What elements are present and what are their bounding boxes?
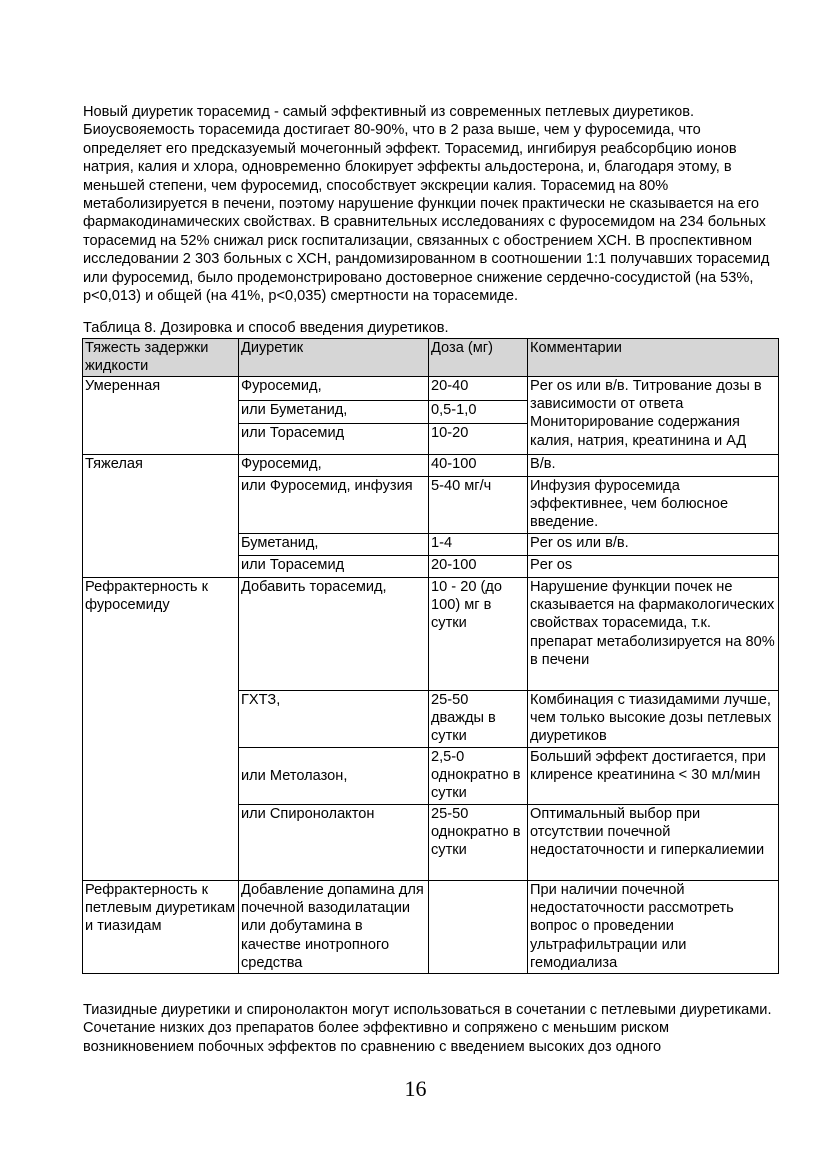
dose-cell — [429, 881, 528, 974]
drug-cell: или Торасемид — [239, 424, 429, 455]
drug-cell: или Спиронолактон — [239, 805, 429, 881]
drug-cell: Буметанид, — [239, 534, 429, 556]
table-header-row — [83, 339, 779, 377]
comment-cell: Нарушение функции почек не сказывается на фармакологических свойствах торасемида, т.к. препарат метаболизируется на 80% в печени — [528, 578, 779, 691]
comment-cell: Больший эффект достигается, при клиренсе креатинина < 30 мл/мин — [528, 748, 779, 805]
table-row — [83, 578, 779, 691]
comment-cell: Per os или в/в. — [528, 534, 779, 556]
severity-refractory-loop: Рефрактерность к петлевым диуретикам и тиазидам — [83, 881, 239, 974]
header-diuretic: Диуретик — [239, 339, 429, 377]
dose-cell: 1-4 — [429, 534, 528, 556]
dose-cell: 20-40 — [429, 377, 528, 401]
table-row — [83, 881, 779, 974]
severity-refractory-furosemide: Рефрактерность к фуросемиду — [83, 578, 239, 881]
dose-cell: 10-20 — [429, 424, 528, 455]
drug-cell: Фуросемид, — [239, 455, 429, 477]
drug-cell: или Буметанид, — [239, 401, 429, 424]
dose-cell: 10 - 20 (до 100) мг в сутки — [429, 578, 528, 691]
comment-cell: Per os — [528, 556, 779, 578]
comment-cell: Инфузия фуросемида эффективнее, чем болюсное введение. — [528, 477, 779, 534]
table-caption: Таблица 8. Дозировка и способ введения диуретиков. — [83, 320, 449, 336]
drug-cell: ГХТЗ, — [239, 691, 429, 748]
diuretics-dosage-table — [82, 338, 779, 974]
drug-cell: или Торасемид — [239, 556, 429, 578]
comment-cell: Комбинация с тиазидамими лучше, чем только высокие дозы петлевых диуретиков — [528, 691, 779, 748]
dose-cell: 2,5-0 однократно в сутки — [429, 748, 528, 805]
drug-cell: или Метолазон, — [239, 748, 429, 805]
comment-cell: При наличии почечной недостаточности рассмотреть вопрос о проведении ультрафильтрации или гемодиализа — [528, 881, 779, 974]
severity-moderate: Умеренная — [83, 377, 239, 455]
header-comments: Комментарии — [528, 339, 779, 377]
dose-cell: 40-100 — [429, 455, 528, 477]
comment-cell: В/в. — [528, 455, 779, 477]
drug-cell: Добавление допамина для почечной вазодилатации или добутамина в качестве инотропного средства — [239, 881, 429, 974]
dose-cell: 25-50 однократно в сутки — [429, 805, 528, 881]
drug-cell: Добавить торасемид, — [239, 578, 429, 691]
intro-paragraph: Новый диуретик торасемид - самый эффективный из современных петлевых диуретиков. Биоусвояемость торасемида достигает 80-90%, что в 2 раза выше, чем у фуросемида, что определяет его предсказуемый мочегонный эффект. Торасемид, ингибируя реабсорбцию ионов натрия, калия и хлора, одновременно блокирует эффекты альдостерона, и, благодаря этому, в меньшей степени, чем фуросемид, способствует экскреции калия. Торасемид на 80% метаболизируется в печени, поэтому нарушение функции почек практически не сказывается на его фармакодинамических свойствах. В сравнительных исследованиях с фуросемидом на 234 больных торасемид на 52% снижал риск госпитализации, связанных с обострением ХСН. В проспективном исследовании 2 303 больных с ХСН, рандомизированном в соотношении 1:1 получавших торасемид или фуросемид, было продемонстрировано достоверное снижение сердечно-сосудистой (на 53%, p<0,013) и общей (на 41%, p<0,035) смертности на торасемиде. — [83, 104, 770, 305]
dose-cell: 0,5-1,0 — [429, 401, 528, 424]
header-dose: Доза (мг) — [429, 339, 528, 377]
comment-cell: Per os или в/в. Титрование дозы в зависимости от ответа Мониторирование содержания калия, натрия, креатинина и АД — [528, 377, 779, 455]
outro-paragraph: Тиазидные диуретики и спиронолактон могут использоваться в сочетании с петлевыми диуретиками. Сочетание низких доз препаратов более эффективно и сопряжено с меньшим риском возникновением побочных эффектов по сравнению с введением высоких доз одного — [83, 1002, 772, 1055]
page-number: 16 — [404, 1076, 427, 1101]
drug-cell: или Фуросемид, инфузия — [239, 477, 429, 534]
table-row — [83, 377, 779, 401]
drug-cell: Фуросемид, — [239, 377, 429, 401]
dose-cell: 20-100 — [429, 556, 528, 578]
header-severity: Тяжесть задержки жидкости — [83, 339, 239, 377]
severity-severe: Тяжелая — [83, 455, 239, 578]
table-row — [83, 455, 779, 477]
dose-cell: 5-40 мг/ч — [429, 477, 528, 534]
dose-cell: 25-50 дважды в сутки — [429, 691, 528, 748]
comment-cell: Оптимальный выбор при отсутствии почечной недостаточности и гиперкалиемии — [528, 805, 779, 881]
